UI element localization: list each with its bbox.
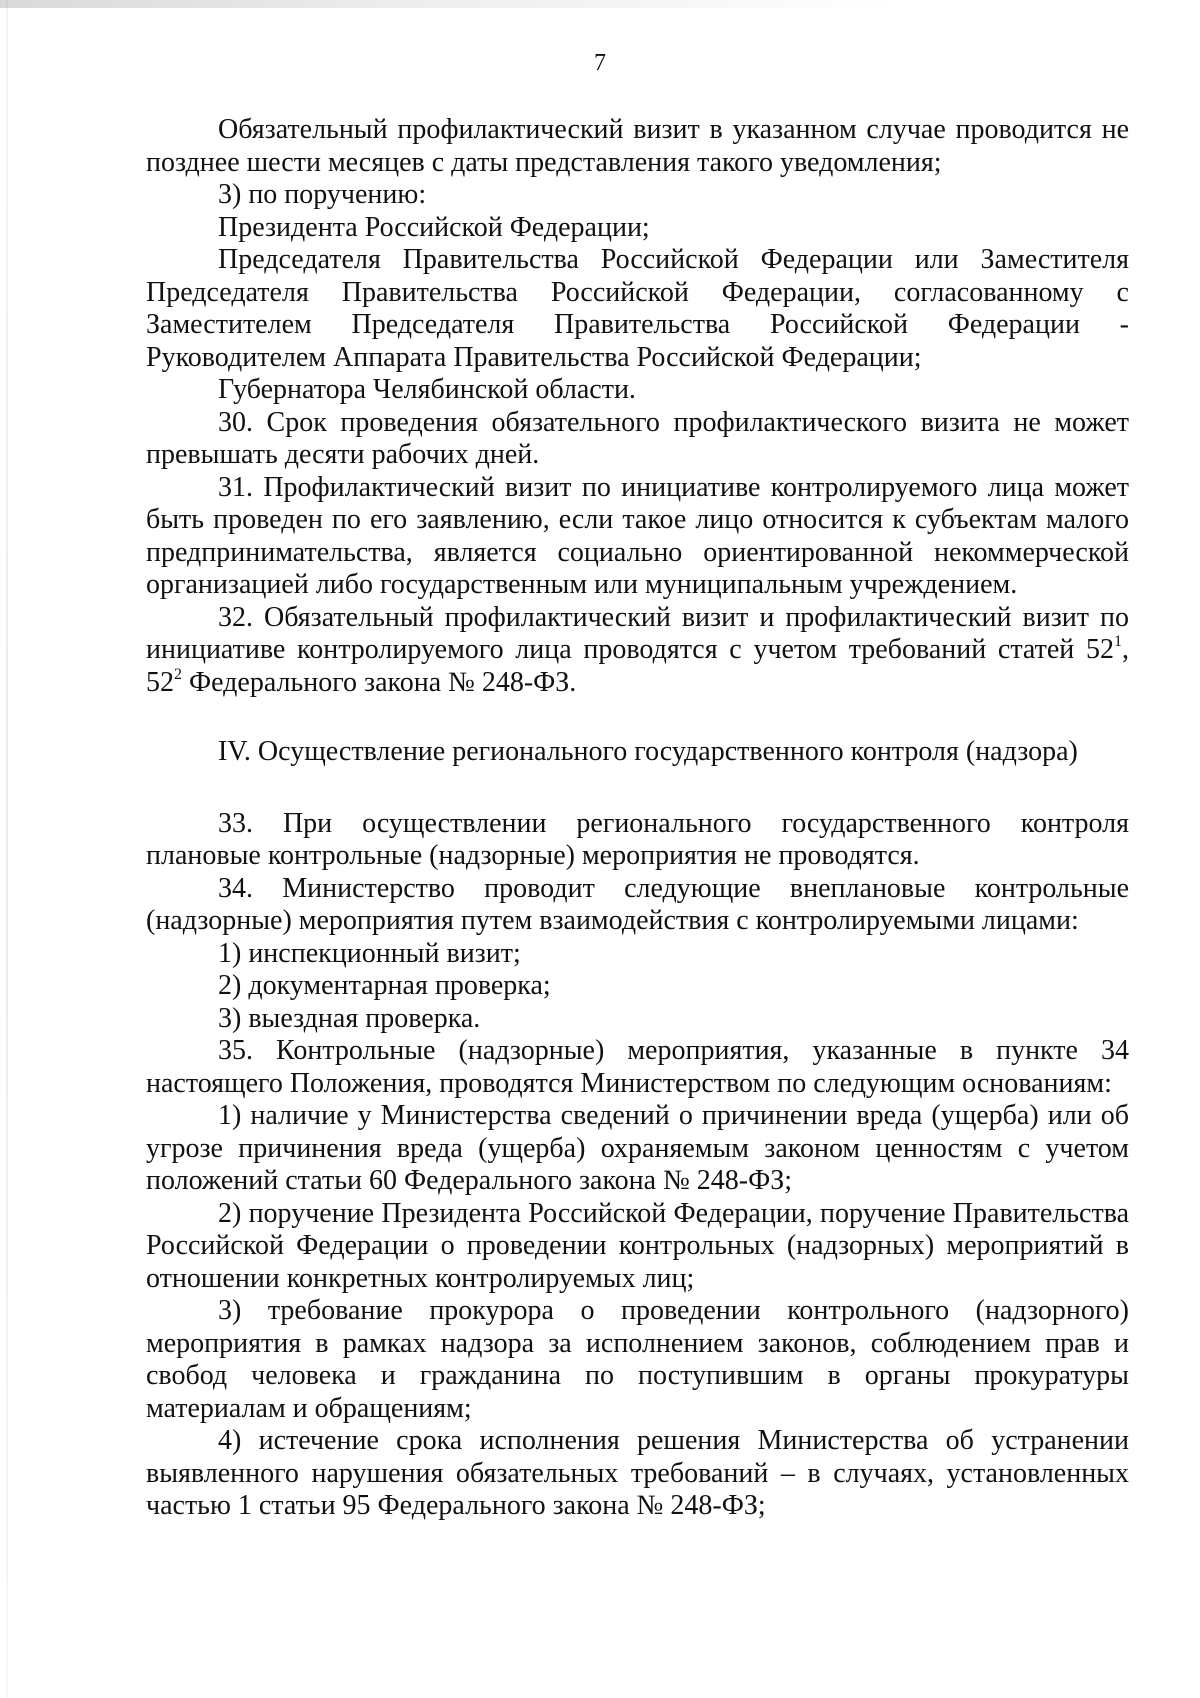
list-item-documentary-check: 2) документарная проверка;	[218, 970, 551, 1001]
paragraph-item-35: 35. Контрольные (надзорные) мероприятия, указанные в пункте 34 настоящего Положения, проводятся Министерством по следующим основаниям:	[146, 1035, 1129, 1099]
paragraph-governor: Губернатора Челябинской области.	[218, 374, 636, 405]
page-number: 7	[594, 50, 606, 76]
scan-shadow-left	[6, 0, 8, 1698]
list-item-inspection-visit: 1) инспекционный визит;	[218, 937, 521, 969]
paragraph-item-32	[146, 602, 1129, 700]
item-32-text-before: 32. Обязательный профилактический визит и профилактический визит по инициативе контролируемого лица проводятся с учетом требований статей 52	[146, 601, 1129, 665]
paragraph-item-30: 30. Срок проведения обязательного профилактического визита не может превышать десяти рабочих дней.	[146, 406, 1129, 470]
paragraph-president: Президента Российской Федерации;	[218, 211, 650, 243]
item-32-text-after: Федерального закона № 248-ФЗ.	[182, 666, 577, 698]
item-32-text-middle: , 52	[146, 634, 1129, 698]
paragraph-visit-deadline: Обязательный профилактический визит в указанном случае проводится не позднее шести месяцев с даты представления такого уведомления;	[146, 114, 1129, 178]
list-item-onsite-check: 3) выездная проверка.	[218, 1002, 481, 1034]
list-item-president-order: 2) поручение Президента Российской Федерации, поручение Правительства Российской Федерации о проведении контрольных (надзорных) мероприятий в отношении конкретных контролируемых лиц;	[146, 1197, 1129, 1294]
paragraph-item-34: 34. Министерство проводит следующие внеплановые контрольные (надзорные) мероприятия путем взаимодействия с контролируемыми лицами:	[146, 872, 1129, 936]
paragraph-item-33: 33. При осуществлении регионального государственного контроля плановые контрольные (надзорные) мероприятия не проводятся.	[146, 807, 1129, 871]
scan-shadow-top	[0, 0, 900, 8]
item-32-superscript-2: 2	[174, 665, 182, 683]
list-item-prosecutor-request: 3) требование прокурора о проведении контрольного (надзорного) мероприятия в рамках надзора за исполнением законов, соблюдением прав и свобод человека и гражданина по поступившим в органы прокуратуры материалам и обращениям;	[146, 1295, 1129, 1424]
paragraph-by-order: 3) по поручению:	[218, 179, 427, 210]
document-body	[146, 114, 1129, 1523]
section-heading: IV. Осуществление регионального государственного контроля (надзора)	[218, 736, 1078, 767]
list-item-harm-information: 1) наличие у Министерства сведений о причинении вреда (ущерба) или об угрозе причинения вреда (ущерба) охраняемым законом ценностям с учетом положений статьи 60 Федерального закона № 248-ФЗ;	[146, 1100, 1129, 1196]
list-item-decision-expiry: 4) истечение срока исполнения решения Министерства об устранении выявленного нарушения обязательных требований – в случаях, установленных частью 1 статьи 95 Федерального закона № 248-ФЗ;	[146, 1425, 1129, 1521]
paragraph-chairman: Председателя Правительства Российской Федерации или Заместителя Председателя Правительства Российской Федерации, согласованному с Заместителем Председателя Правительства Российской Федерации - Руководителем Аппарата Правительства Российской Федерации;	[146, 244, 1129, 373]
item-32-superscript-1: 1	[1114, 633, 1122, 650]
paragraph-item-31: 31. Профилактический визит по инициативе контролируемого лица может быть проведен по его заявлению, если такое лицо относится к субъектам малого предпринимательства, является социально ориентированной некоммерческой организацией либо государственным или муниципальным учреждением.	[146, 471, 1129, 600]
